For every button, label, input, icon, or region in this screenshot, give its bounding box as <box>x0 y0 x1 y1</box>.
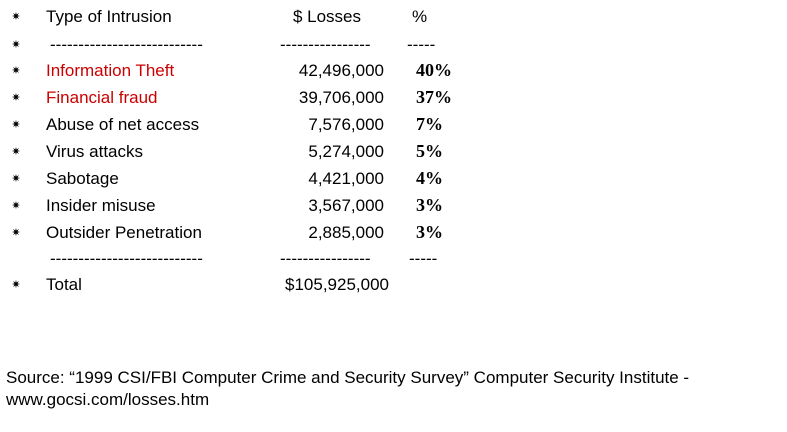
header-type-of-intrusion: Type of Intrusion <box>46 7 172 26</box>
losses-value: 39,706,000 <box>298 88 384 107</box>
source-line-1: Source: “1999 CSI/FBI Computer Crime and Security Survey” Computer Security Institute - <box>6 368 690 387</box>
bullet-icon: ✷ <box>11 118 21 131</box>
header-percent: % <box>412 7 428 26</box>
losses-value: 5,274,000 <box>308 142 384 161</box>
percent-value: 4% <box>416 168 443 188</box>
header-row <box>0 3 787 30</box>
separator-losses-dashes: ---------------- <box>280 35 371 54</box>
separator-pct-dashes: ----- <box>409 249 438 268</box>
percent-value: 40% <box>416 60 452 80</box>
losses-value: 2,885,000 <box>308 223 384 242</box>
total-losses: $105,925,000 <box>285 275 389 294</box>
bullet-icon: ✷ <box>11 199 21 212</box>
bullet-icon: ✷ <box>11 278 21 291</box>
table-row <box>0 111 787 138</box>
percent-value: 37% <box>416 87 452 107</box>
bullet-icon: ✷ <box>11 38 21 51</box>
losses-value: 42,496,000 <box>298 61 384 80</box>
separator-row-top <box>0 31 787 58</box>
intrusion-type: Information Theft <box>46 61 175 80</box>
table-row <box>0 192 787 219</box>
percent-value: 7% <box>416 114 443 134</box>
source-line-2: www.gocsi.com/losses.htm <box>6 390 210 409</box>
losses-value: 4,421,000 <box>308 169 384 188</box>
losses-value: 3,567,000 <box>308 196 384 215</box>
intrusion-type: Insider misuse <box>46 196 156 215</box>
bullet-icon: ✷ <box>11 64 21 77</box>
table-row <box>0 165 787 192</box>
intrusion-type: Abuse of net access <box>46 115 200 134</box>
intrusion-type: Sabotage <box>46 169 119 188</box>
percent-value: 3% <box>416 195 443 215</box>
source-citation <box>6 367 781 411</box>
intrusion-type: Virus attacks <box>46 142 144 161</box>
header-losses: $ Losses <box>292 7 361 26</box>
bullet-icon: ✷ <box>11 91 21 104</box>
intrusion-type: Outsider Penetration <box>46 223 202 242</box>
table-row <box>0 84 787 111</box>
bullet-icon: ✷ <box>11 172 21 185</box>
separator-pct-dashes: ----- <box>407 35 436 54</box>
bullet-icon: ✷ <box>11 10 21 23</box>
table-row <box>0 57 787 84</box>
intrusion-type: Financial fraud <box>46 88 158 107</box>
total-label: Total <box>46 275 82 294</box>
separator-losses-dashes: ---------------- <box>280 249 371 268</box>
total-row <box>0 271 787 298</box>
table-row <box>0 219 787 246</box>
losses-value: 7,576,000 <box>308 115 384 134</box>
separator-type-dashes: --------------------------- <box>50 35 203 54</box>
bullet-icon: ✷ <box>11 145 21 158</box>
separator-type-dashes: --------------------------- <box>50 249 203 268</box>
table-row <box>0 138 787 165</box>
bullet-icon: ✷ <box>11 226 21 239</box>
percent-value: 3% <box>416 222 443 242</box>
percent-value: 5% <box>416 141 443 161</box>
separator-row-bottom <box>0 245 787 272</box>
